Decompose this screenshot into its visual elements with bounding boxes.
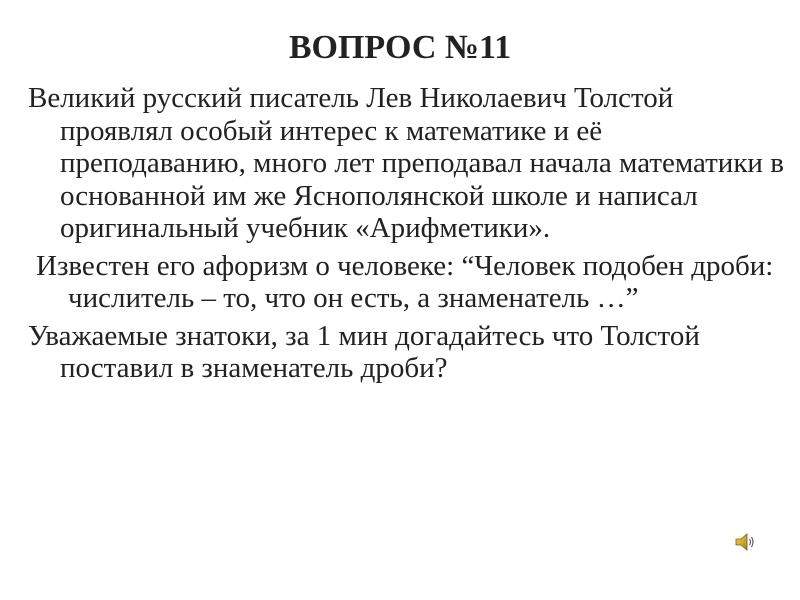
paragraph-aphorism: Известен его афоризм о человеке: “Человек подобен дроби: числитель – то, что он есть, а знаменатель …”	[36, 249, 774, 314]
paragraph-question: Уважаемые знатоки, за 1 мин догадайтесь что Толстой поставил в знаменатель дроби?	[28, 319, 700, 384]
paragraph-intro: Великий русский писатель Лев Николаевич Толстой проявлял особый интерес к математике и её преподаванию, много лет преподавал начала математики в основанной им же Яснополянской школе и написал оригинальный учебник «Арифметики».	[28, 82, 784, 244]
slide-body	[28, 82, 788, 385]
slide-title: ВОПРОС №11	[288, 29, 512, 66]
speaker-icon[interactable]	[733, 530, 757, 554]
